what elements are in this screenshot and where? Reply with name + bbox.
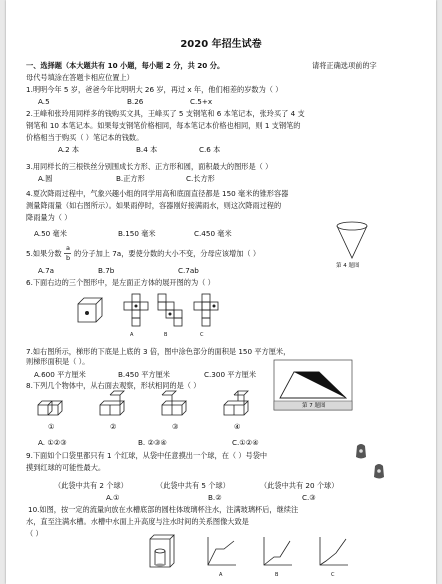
q3-option-c[interactable]: C.长方形	[186, 174, 215, 183]
q5-option-b[interactable]: B.7b	[98, 266, 115, 275]
q10-label-b: B	[275, 572, 279, 578]
q6-text: 6.下面右边的三个图形中，是左面正方体的展开图的为（ ）	[26, 278, 215, 287]
page-title: 2020 年招生试卷	[180, 39, 262, 50]
q9-bag-caption-2: （此袋中共有 5 个球）	[156, 481, 230, 490]
cone-figure	[334, 220, 374, 264]
q5-frac-num: a	[66, 244, 70, 252]
q2-option-c[interactable]: C.6 本	[199, 145, 221, 154]
q4-option-c[interactable]: C.450 毫米	[194, 229, 232, 238]
q1-option-a[interactable]: A.5	[38, 97, 50, 106]
q3-option-b[interactable]: B.正方形	[116, 174, 145, 183]
q8-label-3: ③	[172, 422, 179, 431]
q7-figure-label: 第 7 题图	[302, 403, 326, 409]
q8-label-2: ②	[110, 422, 117, 431]
q4-line1: 4.夏次降雨过程中，气象兴趣小组的同学用高和底面直径都是 150 毫米的锥形容器	[26, 189, 289, 198]
q2-line2: 钢笔和 10 本笔记本。如果每支钢笔价格相同，每本笔记本价格也相同，则 1 支钢笔的	[26, 121, 301, 130]
q8-option-c[interactable]: C.①②④	[232, 438, 259, 447]
q10-graph-options	[204, 535, 364, 569]
q4-line2: 测量降雨量（如右图所示）。如果雨停时，容器刚好接满雨水，则这次降雨过程的	[26, 201, 282, 210]
q1-option-c[interactable]: C.5+x	[190, 97, 213, 106]
q5-option-a[interactable]: A.7a	[38, 266, 55, 275]
q2-line3: 价格相当于购买（ ）笔记本的钱数。	[26, 133, 144, 142]
q8-label-4: ④	[234, 422, 241, 431]
q2-option-b[interactable]: B.4 本	[136, 145, 158, 154]
q1-text: 1.明明今年 5 岁，爸爸今年比明明大 26 岁，再过 x 年，他们相差的岁数为（ ）	[26, 85, 283, 94]
exam-page	[6, 0, 436, 584]
q9-option-a[interactable]: A.①	[106, 493, 120, 502]
q4-option-a[interactable]: A.50 毫米	[34, 229, 67, 238]
q10-line3: （ ）	[26, 529, 43, 538]
q4-option-b[interactable]: B.150 毫米	[118, 229, 156, 238]
q3-text: 3.用同样长的三根铁丝分别围成长方形、正方形和圆，面积最大的图形是（ ）	[26, 162, 273, 171]
q4-line3: 降雨量为（ ）	[26, 213, 72, 222]
q3-option-a[interactable]: A.圆	[38, 174, 53, 183]
q8-block-figures	[36, 393, 266, 421]
q6-label-c: C	[200, 332, 204, 338]
q10-line1: 10.如图，按一定的流量向放在水槽底部的圆柱体玻璃杯注水，注满玻璃杯后，继续注	[28, 505, 299, 514]
q10-label-a: A	[219, 572, 223, 578]
q10-tank-figure	[148, 533, 176, 569]
q6-label-a: A	[130, 332, 134, 338]
q9-line1: 9.下面如个口袋里都只有 1 个红球，从袋中任意摸出一个球，在（ ）号袋中	[26, 451, 268, 460]
q10-line2: 水，直至注满水槽。水槽中水面上升高度与注水时间的关系图像大致是	[26, 517, 249, 526]
q8-option-b[interactable]: B. ②③④	[138, 438, 167, 447]
section-heading-tail: 请将正确选项前的字	[312, 61, 377, 70]
q6-label-b: B	[164, 332, 168, 338]
q7-option-a[interactable]: A.600 平方厘米	[34, 370, 86, 379]
q6-cube-figures	[76, 290, 226, 338]
q8-label-1: ①	[48, 422, 55, 431]
section-heading: 一、选择题（本大题共有 10 小题，每小题 2 分，共 20 分。	[26, 61, 225, 70]
q2-option-a[interactable]: A.2 本	[58, 145, 80, 154]
q7-line1: 7.如右图所示，梯形的下底是上底的 3 倍，图中涂色部分的面积是 150 平方厘米，	[26, 347, 291, 356]
q9-line2: 摸到红球的可能性最大。	[26, 463, 106, 472]
q7-option-c[interactable]: C.300 平方厘米	[204, 370, 257, 379]
q8-text: 8.下列几个物体中，从右面去观察，形状相同的是（ ）	[26, 381, 201, 390]
q9-option-c[interactable]: C.③	[302, 493, 316, 502]
q4-figure-label: 第 4 题图	[336, 263, 360, 269]
q8-option-a[interactable]: A. ①②③	[38, 438, 67, 447]
q9-bag-caption-1: （此袋中共有 2 个球）	[54, 481, 128, 490]
bag-1-icon	[354, 442, 368, 460]
q5-post: 的分子加上 7a，要使分数的大小不变，分母应该增加（ ）	[74, 249, 261, 258]
q1-option-b[interactable]: B.26	[127, 97, 144, 106]
q5-frac-den: b	[66, 254, 71, 262]
q7-line2: 则梯形面积是（ ）。	[26, 357, 90, 366]
q10-label-c: C	[331, 572, 335, 578]
q2-line1: 2.王峰和张玲用同样多的钱购买文具，王峰买了 5 支钢笔和 6 本笔记本，张玲买了 4 支	[26, 109, 305, 118]
q7-option-b[interactable]: B.450 平方厘米	[118, 370, 170, 379]
q9-option-b[interactable]: B.②	[208, 493, 222, 502]
q5-pre: 5.如果分数	[26, 249, 62, 258]
section-heading-line2: 母代号填涂在答题卡相应位置上）	[26, 73, 134, 82]
q9-bag-caption-3: （此袋中共有 20 个球）	[260, 481, 339, 490]
bag-2-icon	[372, 462, 386, 480]
q5-option-c[interactable]: C.7ab	[178, 266, 199, 275]
